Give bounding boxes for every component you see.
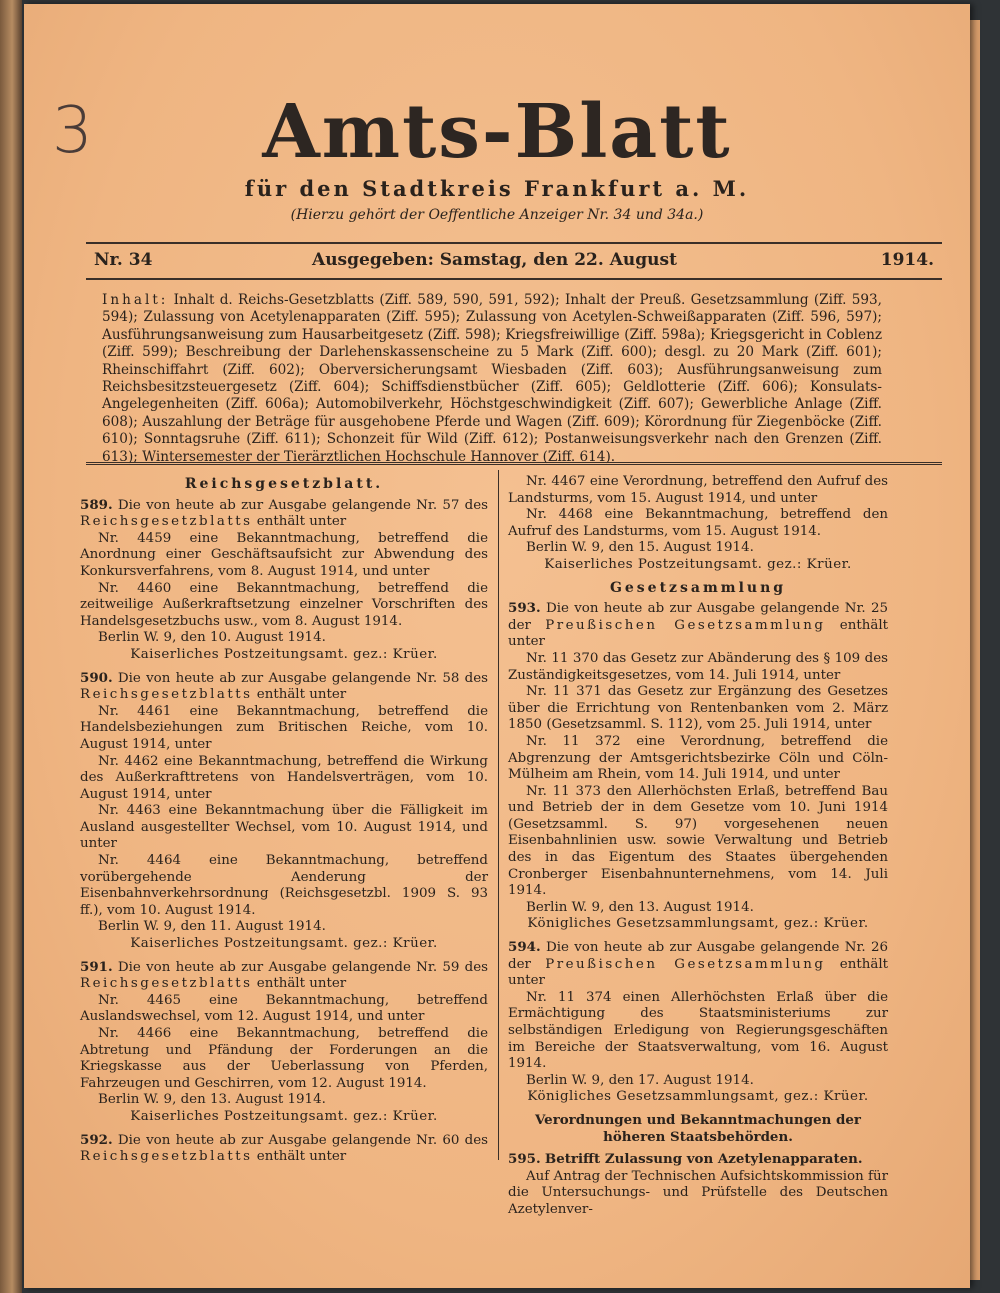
masthead [24, 89, 970, 223]
section-heading-gesetzsammlung: Gesetzsammlung [609, 579, 787, 596]
item-591-entry-1: Nr. 4465 eine Bekanntmachung, betreffend Auslandswechsel, vom 12. August 1914, und unter [80, 992, 488, 1025]
item-590-entry-3: Nr. 4463 eine Bekanntmachung über die Fälligkeit im Ausland ausgestellter Wechsel, vom 10. August 1914, und unter [80, 803, 488, 852]
item-589-date: Berlin W. 9, den 10. August 1914. [98, 630, 326, 646]
item-589-signature: Kaiserliches Postzeitungsamt. gez.: Krüer. [130, 646, 438, 662]
item-594-signature: Königliches Gesetzsammlungsamt, gez.: Krüer. [527, 1089, 869, 1105]
item-590-entry-4: Nr. 4464 eine Bekanntmachung, betreffend vorübergehende Aenderung der Eisenbahnverkehrsordnung (Reichsgesetzbl. 1909 S. 93 ff.), vom 10. August 1914. [80, 853, 488, 918]
item-591-signature: Kaiserliches Postzeitungsamt. gez.: Krüer. [130, 1108, 438, 1124]
issue-year: 1914. [880, 250, 934, 270]
issue-bar [86, 242, 942, 280]
item-593-entry-3: Nr. 11 372 eine Verordnung, betreffend die Abgrenzung der Amtsgerichtsbezirke Cöln und Cöln-Mülheim am Rhein, vom 14. Juli 1914, und unter [508, 733, 888, 783]
page-edge [970, 20, 980, 1280]
toc-text: Inhalt d. Reichs-Gesetzblatts (Ziff. 589, 590, 591, 592); Inhalt der Preuß. Gesetzsammlung (Ziff. 593, 594); Zulassung von Acetylenapparaten (Ziff. 595); Zulassung von Acetylen-Schweißapparaten (Ziff. 596, 597); Ausführungsanweisung zum Hausarbeitgesetz (Ziff. 598); Kriegsfreiwillige (Ziff. 598a); Kriegsgericht in Coblenz (Ziff. 599); Beschreibung der Darlehenskassenscheine zu 5 Mark (Ziff. 600); desgl. zu 20 Mark (Ziff. 601); Rheinschiffahrt (Ziff. 602); Oberversicherungsamt Wiesbaden (Ziff. 603); Ausführungsanweisung zum Reichsbesitzsteuergesetz (Ziff. 604); Schiffsdienstbücher (Ziff. 605); Geldlotterie (Ziff. 606); Konsulats-Angelegenheiten (Ziff. 606a); Automobilverkehr, Höchstgeschwindigkeit (Ziff. 607); Gewerbliche Anlage (Ziff. 608); Auszahlung der Beträge für ausgehobene Pferde und Wagen (Ziff. 609); Körordnung für Ziegenböcke (Ziff. 610); Sonntagsruhe (Ziff. 611); Schonzeit für Wild (Ziff. 612); Postanweisungsverkehr nach den Grenzen (Ziff. 613); Wintersemester der Tierärztlichen Hochschule Hannover (Ziff. 614). [102, 292, 882, 465]
item-592-signature: Kaiserliches Postzeitungsamt. gez.: Krüer. [544, 556, 852, 572]
table-of-contents [102, 292, 882, 466]
item-591-date: Berlin W. 9, den 13. August 1914. [98, 1092, 326, 1108]
page-subtitle: für den Stadtkreis Frankfurt a. M. [244, 176, 750, 201]
item-593-signature: Königliches Gesetzsammlungsamt, gez.: Krüer. [527, 916, 869, 932]
left-column [80, 474, 488, 1166]
issue-number: Nr. 34 [94, 250, 153, 270]
item-595-heading: 595. Betrifft Zulassung von Azetylenapparaten. [508, 1151, 863, 1168]
item-593-entry-4: Nr. 11 373 den Allerhöchsten Erlaß, betreffend Bau und Betrieb der in dem Gesetze vom 10. Juni 1914 (Gesetzsamml. S. 97) vorgesehenen neuen Eisenbahnlinien usw. sowie Verwaltung und Betrieb des in das Eigentum des Staates übergehenden Cronberger Eisenbahnunternehmens, vom 14. Juli 1914. [508, 783, 888, 899]
item-589-entry-2: Nr. 4460 eine Bekanntmachung, betreffend die zeitweilige Außerkraftsetzung einzelner Vorschriften des Handelsgesetzbuchs usw., vom 8. August 1914. [80, 580, 488, 629]
item-594-date: Berlin W. 9, den 17. August 1914. [526, 1072, 754, 1088]
item-594: 594. Die von heute ab zur Ausgabe gelangende Nr. 26 der Preußischen Gesetzsammlung enthält unter [508, 939, 888, 989]
item-590-entry-1: Nr. 4461 eine Bekanntmachung, betreffend die Handelsbeziehungen zum Britischen Reiche, vom 10. August 1914, unter [80, 703, 488, 752]
item-593-date: Berlin W. 9, den 13. August 1914. [526, 899, 754, 915]
item-593: 593. Die von heute ab zur Ausgabe gelangende Nr. 25 der Preußischen Gesetzsammlung enthält unter [508, 600, 888, 650]
item-595-text: Auf Antrag der Technischen Aufsichtskommission für die Untersuchungs- und Prüfstelle des Deutschen Azetylenver- [508, 1168, 888, 1217]
item-589-entry-1: Nr. 4459 eine Bekanntmachung, betreffend die Anordnung einer Geschäftsaufsicht zur Abwendung des Konkursverfahrens, vom 8. August 1914, und unter [80, 530, 488, 579]
toc-label: Inhalt: [102, 292, 169, 308]
item-592-entry-2: Nr. 4468 eine Bekanntmachung, betreffend den Aufruf des Landsturms, vom 15. August 1914. [508, 507, 888, 539]
item-592-date: Berlin W. 9, den 15. August 1914. [526, 540, 754, 556]
item-591-entry-2: Nr. 4466 eine Bekanntmachung, betreffend die Abtretung und Pfändung der Forderungen an die Kriegskasse aus der Ueberlassung von Pferden, Fahrzeugen und Geschirren, vom 12. August 1914. [80, 1026, 488, 1091]
right-column [508, 474, 888, 1219]
section-heading-verordnungen: Verordnungen und Bekanntmachungen der höheren Staatsbehörden. [535, 1111, 861, 1145]
item-590-signature: Kaiserliches Postzeitungsamt. gez.: Krüer. [130, 936, 438, 952]
page-title: Amts-Blatt [262, 89, 732, 175]
document-page [24, 4, 970, 1288]
item-593-entry-2: Nr. 11 371 das Gesetz zur Ergänzung des Gesetzes über die Errichtung von Rentenbanken vom 2. März 1850 (Gesetzsamml. S. 112), vom 25. Juli 1914, unter [508, 684, 888, 733]
supplement-note: (Hierzu gehört der Oeffentliche Anzeiger Nr. 34 und 34a.) [290, 207, 704, 223]
book-binding [0, 0, 22, 1293]
section-divider [86, 462, 942, 465]
item-590: 590. Die von heute ab zur Ausgabe gelangende Nr. 58 des Reichsgesetzblatts enthält unter [80, 669, 488, 703]
item-590-date: Berlin W. 9, den 11. August 1914. [98, 919, 326, 935]
item-589: 589. Die von heute ab zur Ausgabe gelangende Nr. 57 des Reichsgesetzblatts enthält unter [80, 496, 488, 530]
column-divider [498, 470, 499, 1160]
item-592: 592. Die von heute ab zur Ausgabe gelangende Nr. 60 des Reichsgesetzblatts enthält unter [80, 1131, 488, 1165]
item-594-entry-1: Nr. 11 374 einen Allerhöchsten Erlaß über die Ermächtigung des Staatsministeriums zur selbständigen Erledigung von Regierungsgeschäften im Bereiche der Staatsverwaltung, vom 16. August 1914. [508, 989, 888, 1072]
section-heading-reichsgesetzblatt: Reichsgesetzblatt. [184, 476, 384, 492]
item-593-entry-1: Nr. 11 370 das Gesetz zur Abänderung des § 109 des Zuständigkeitsgesetzes, vom 14. Juli 1914, unter [508, 650, 888, 683]
item-590-entry-2: Nr. 4462 eine Bekanntmachung, betreffend die Wirkung des Außerkrafttretens von Handelsverträgen, vom 10. August 1914, unter [80, 753, 488, 802]
item-592-entry-1: Nr. 4467 eine Verordnung, betreffend den Aufruf des Landsturms, vom 15. August 1914, und unter [508, 474, 888, 506]
item-591: 591. Die von heute ab zur Ausgabe gelangende Nr. 59 des Reichsgesetzblatts enthält unter [80, 958, 488, 992]
margin-note: 3 [52, 94, 93, 168]
issue-date: Ausgegeben: Samstag, den 22. August [312, 250, 677, 270]
